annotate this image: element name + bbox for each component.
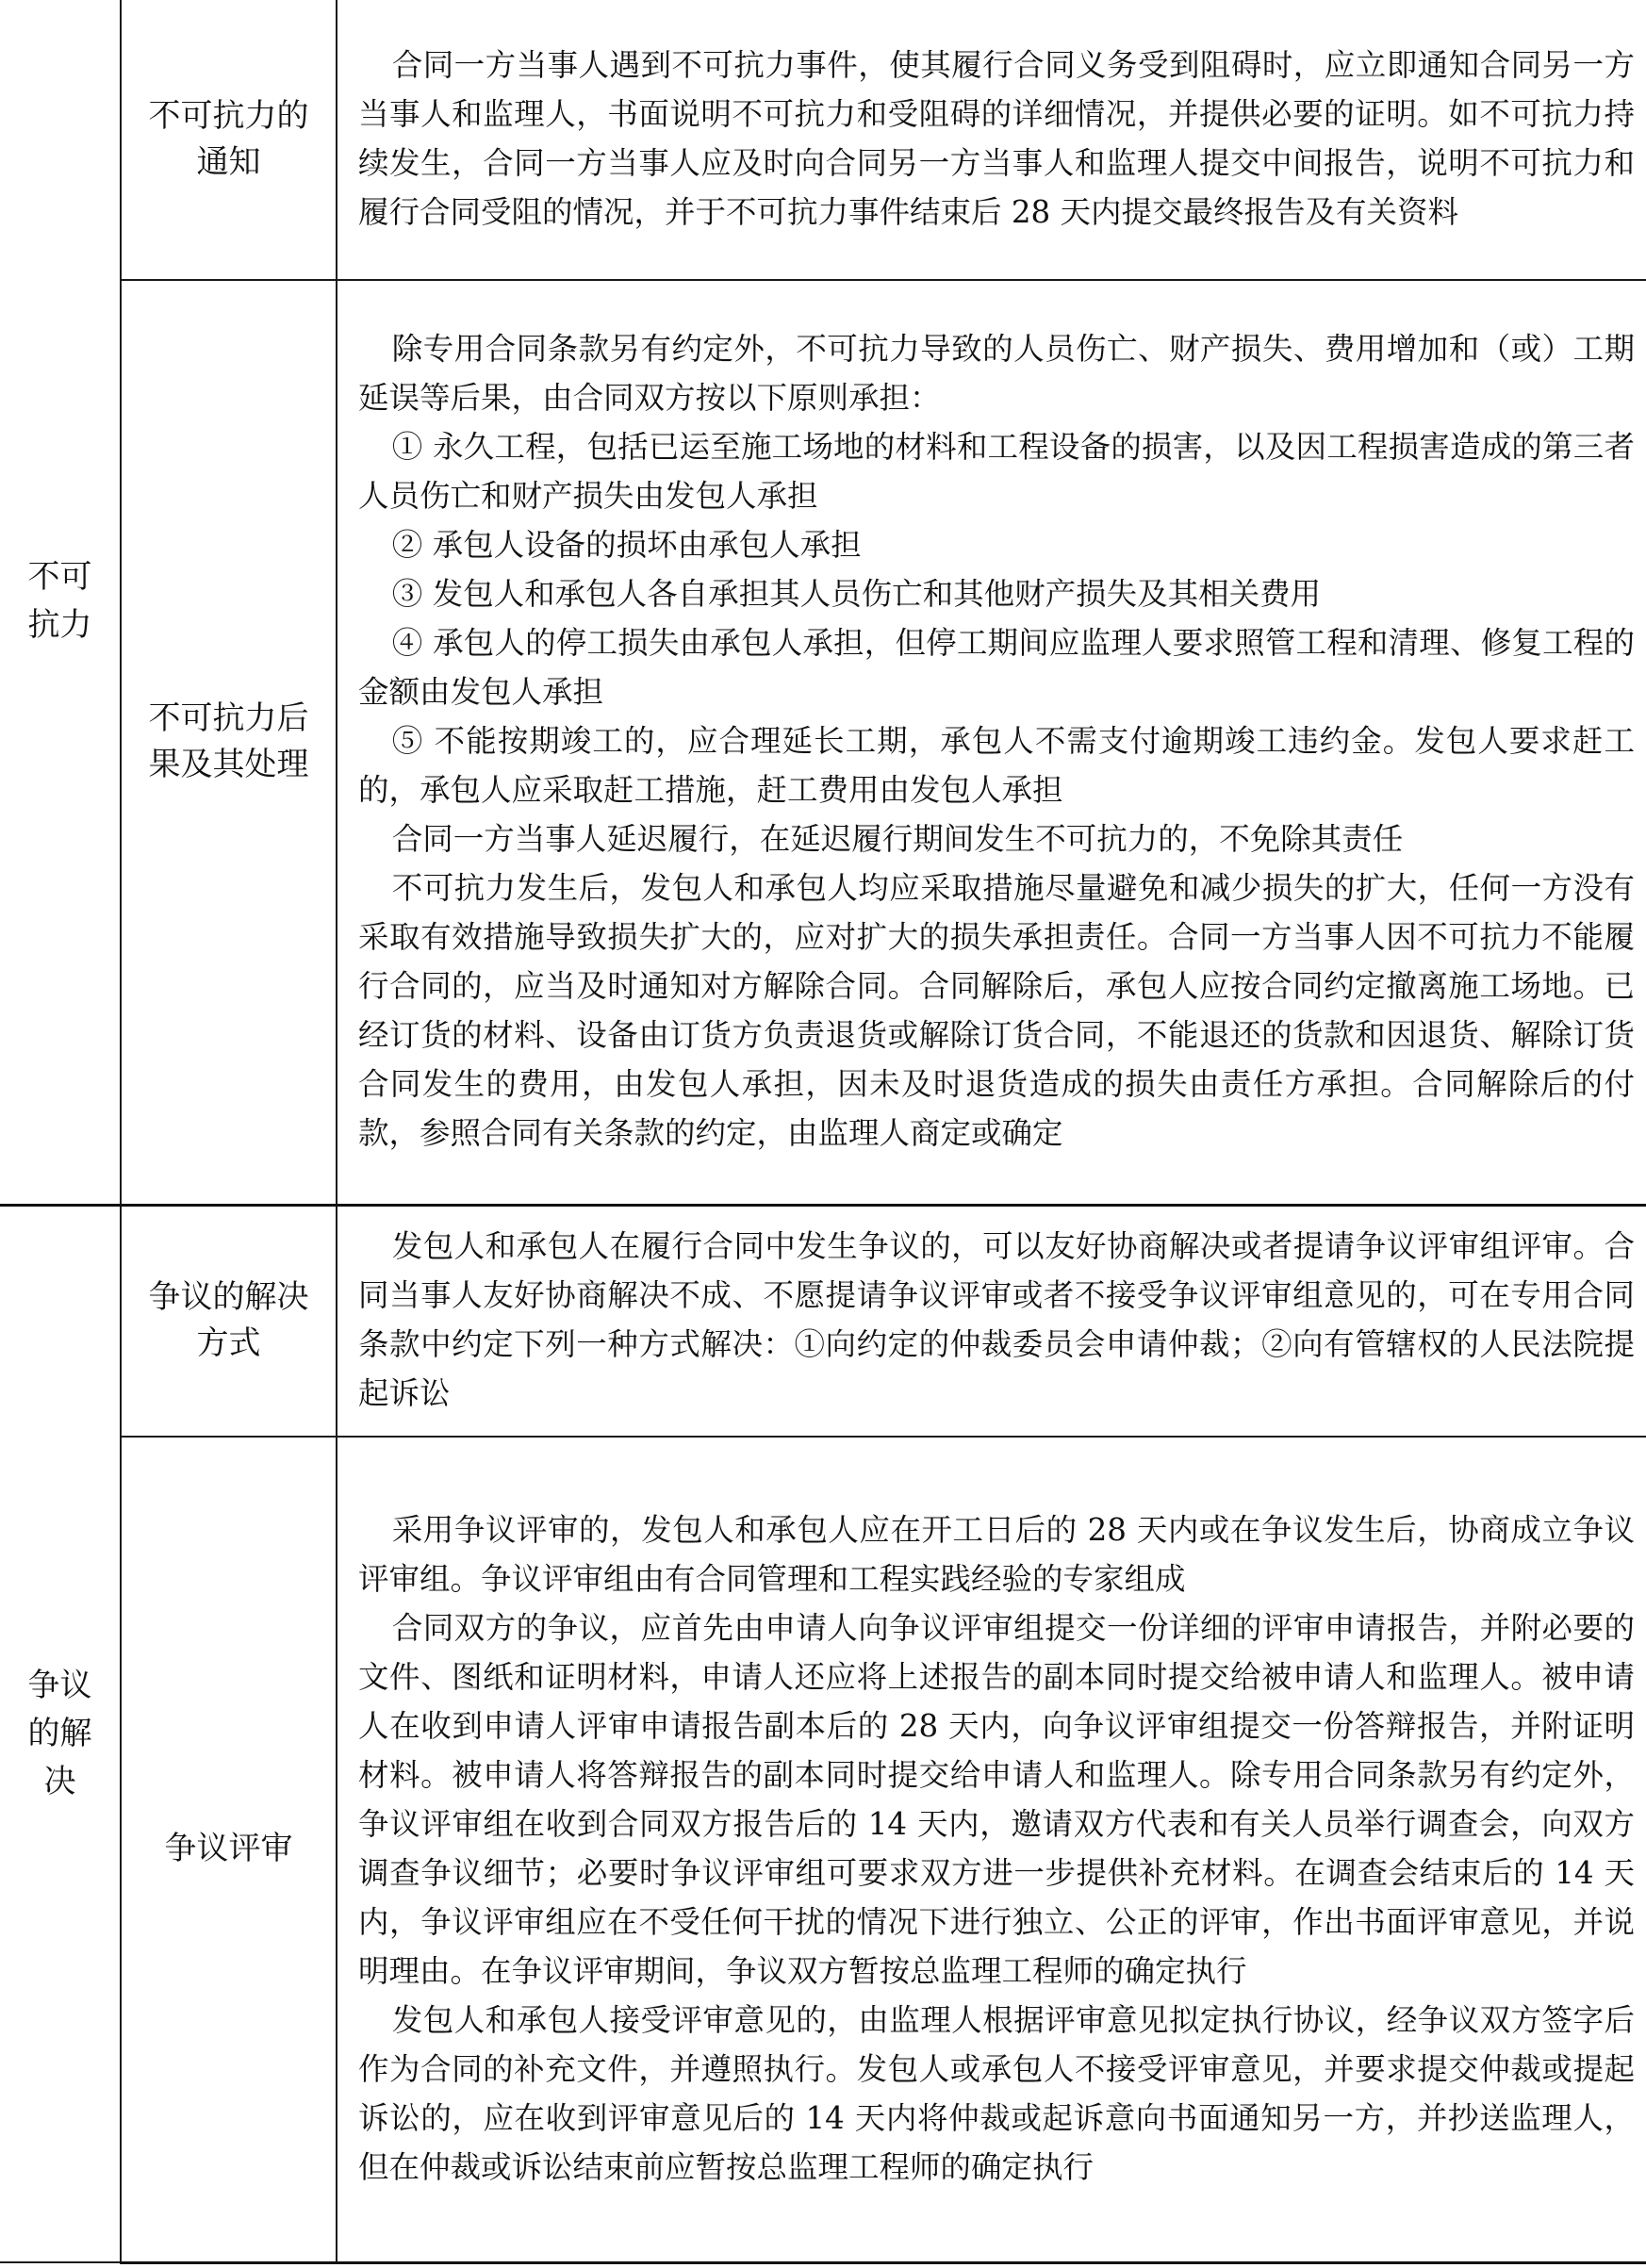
list-item: ① 永久工程，包括已运至施工场地的材料和工程设备的损害，以及因工程损害造成的第三者人员伤亡和财产损失由发包人承担 <box>358 429 1635 515</box>
row-label-dispute-review: 争议评审 <box>121 1437 337 2262</box>
row-content-force-majeure-notice <box>337 0 1646 280</box>
list-item: ④ 承包人的停工损失由承包人承担，但停工期间应监理人要求照管工程和清理、修复工程的金额由发包人承担 <box>358 625 1635 711</box>
paragraph: 合同双方的争议，应首先由申请人向争议评审组提交一份详细的评审申请报告，并附必要的文件、图纸和证明材料，申请人还应将上述报告的副本同时提交给被申请人和监理人。被申请人在收到申请人评审申请报告副本后的 28 天内，向争议评审组提交一份答辩报告，并附证明材料。被申请人将答辩报告的副本同时提交给申请人和监理人。除专用合同条款另有约定外，争议评审组在收到合同双方报告后的 14 天内，邀请双方代表和有关人员举行调查会，向双方调查争议细节；必要时争议评审组可要求双方进一步提供补充材料。在调查会结束后的 14 天内，争议评审组应在不受任何干扰的情况下进行独立、公正的评审，作出书面评审意见，并说明理由。在争议评审期间，争议双方暂按总监理工程师的确定执行 <box>358 1609 1635 1989</box>
row-label-dispute-method: 争议的解决方式 <box>121 1205 337 1437</box>
paragraph: 发包人和承包人在履行合同中发生争议的，可以友好协商解决或者提请争议评审组评审。合同当事人友好协商解决不成、不愿提请争议评审或者不接受争议评审组意见的，可在专用合同条款中约定下列一种方式解决：①向约定的仲裁委员会申请仲裁；②向有管辖权的人民法院提起诉讼 <box>358 1228 1635 1412</box>
row-content-force-majeure-consequences <box>337 280 1646 1205</box>
category-cell-dispute-resolution: 争议的解决 <box>0 1205 121 2262</box>
paragraph: 发包人和承包人接受评审意见的，由监理人根据评审意见拟定执行协议，经争议双方签字后作为合同的补充文件，并遵照执行。发包人或承包人不接受评审意见，并要求提交仲裁或提起诉讼的，应在收到评审意见后的 14 天内将仲裁或起诉意向书面通知另一方，并抄送监理人，但在仲裁或诉讼结束前应暂按总监理工程师的确定执行 <box>358 2001 1635 2185</box>
paragraph: 合同一方当事人遇到不可抗力事件，使其履行合同义务受到阻碍时，应立即通知合同另一方当事人和监理人，书面说明不可抗力和受阻碍的详细情况，并提供必要的证明。如不可抗力持续发生，合同一方当事人应及时向合同另一方当事人和监理人提交中间报告，说明不可抗力和履行合同受阻的情况，并于不可抗力事件结束后 28 天内提交最终报告及有关资料 <box>358 47 1635 230</box>
list-item: ② 承包人设备的损坏由承包人承担 <box>391 527 862 564</box>
paragraph: 不可抗力发生后，发包人和承包人均应采取措施尽量避免和减少损失的扩大，任何一方没有采取有效措施导致损失扩大的，应对扩大的损失承担责任。合同一方当事人因不可抗力不能履行合同的，应当及时通知对方解除合同。合同解除后，承包人应按合同约定撤离施工场地。已经订货的材料、设备由订货方负责退货或解除订货合同，不能退还的货款和因退货、解除订货合同发生的费用，由发包人承担，因未及时退货造成的损失由责任方承担。合同解除后的付款，参照合同有关条款的约定，由监理人商定或确定 <box>358 870 1635 1152</box>
table-row <box>0 280 1646 1205</box>
list-item: ③ 发包人和承包人各自承担其人员伤亡和其他财产损失及其相关费用 <box>391 576 1322 613</box>
list-item: ⑤ 不能按期竣工的，应合理延长工期，承包人不需支付逾期竣工违约金。发包人要求赶工的，承包人应采取赶工措施，赶工费用由发包人承担 <box>358 723 1635 809</box>
paragraph: 除专用合同条款另有约定外，不可抗力导致的人员伤亡、财产损失、费用增加和（或）工期延误等后果，由合同双方按以下原则承担： <box>358 331 1635 417</box>
paragraph: 合同一方当事人延迟履行，在延迟履行期间发生不可抗力的，不免除其责任 <box>391 821 1404 858</box>
row-label-force-majeure-notice: 不可抗力的通知 <box>121 0 337 280</box>
row-label-force-majeure-consequences: 不可抗力后果及其处理 <box>121 280 337 1205</box>
row-content-dispute-method <box>337 1205 1646 1437</box>
table-row <box>0 1437 1646 2262</box>
row-content-dispute-review <box>337 1437 1646 2262</box>
table-row <box>0 1205 1646 1437</box>
category-cell-force-majeure: 不可抗力 <box>0 0 121 1205</box>
paragraph: 采用争议评审的，发包人和承包人应在开工日后的 28 天内或在争议发生后，协商成立争议评审组。争议评审组由有合同管理和工程实践经验的专家组成 <box>358 1511 1635 1597</box>
table-row <box>0 0 1646 280</box>
